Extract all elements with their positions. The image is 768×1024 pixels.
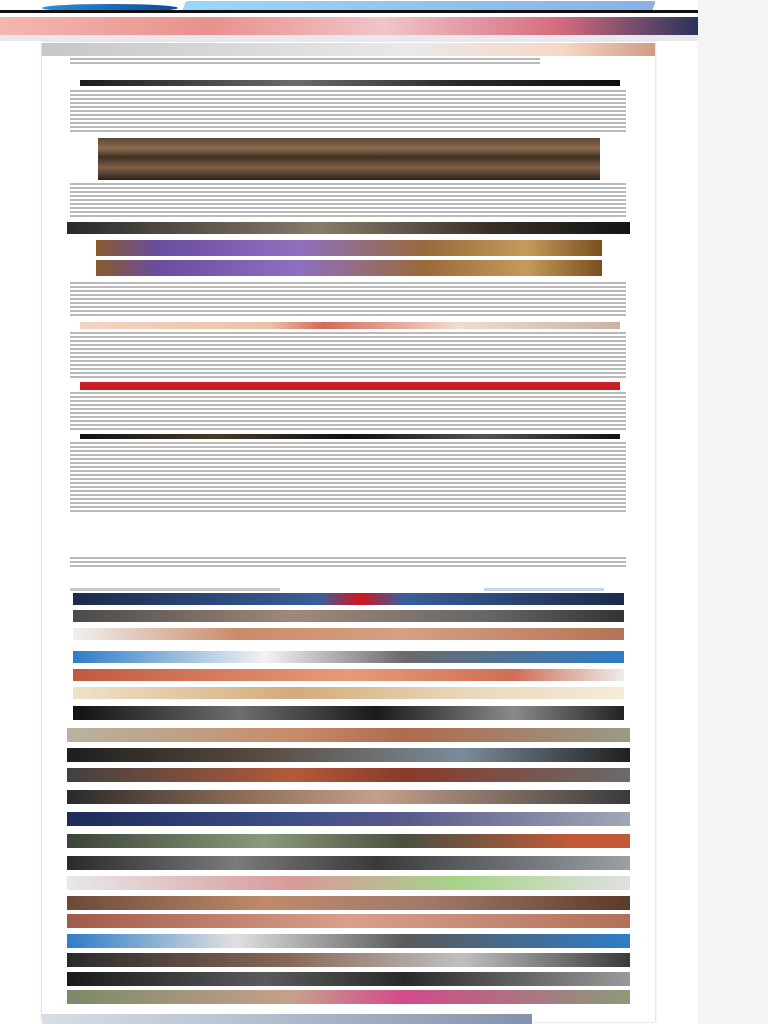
article-paragraph	[70, 392, 626, 430]
article-paragraph	[70, 442, 626, 512]
article-red-banner[interactable]	[80, 382, 620, 390]
article-image-strip[interactable]	[80, 80, 620, 86]
gallery-thumbnail[interactable]	[67, 768, 630, 782]
article-image[interactable]	[96, 260, 602, 276]
gallery-thumbnail[interactable]	[67, 728, 630, 742]
gallery-thumbnail[interactable]	[67, 934, 630, 948]
header-banner-image	[0, 17, 698, 35]
article-paragraph	[70, 282, 626, 318]
gallery-thumbnail[interactable]	[67, 748, 630, 762]
gallery-thumbnail[interactable]	[73, 628, 624, 640]
article-title	[42, 43, 655, 56]
page-margin	[698, 0, 768, 1024]
article-image-strip[interactable]	[80, 322, 620, 329]
gallery-thumbnail[interactable]	[73, 706, 624, 720]
gallery-thumbnail[interactable]	[67, 790, 630, 804]
gallery-thumbnail[interactable]	[67, 990, 630, 1004]
gallery-thumbnail[interactable]	[67, 834, 630, 848]
article-paragraph	[70, 332, 626, 378]
gallery-thumbnail[interactable]	[67, 914, 630, 928]
gallery-thumbnail[interactable]	[67, 953, 630, 967]
article-image[interactable]	[67, 222, 630, 234]
gallery-thumbnail[interactable]	[73, 669, 624, 681]
article-paragraph	[70, 58, 540, 66]
gallery-thumbnail[interactable]	[73, 593, 624, 605]
gallery-thumbnail[interactable]	[67, 876, 630, 890]
gallery-caption	[70, 588, 280, 591]
article-paragraph	[70, 183, 626, 219]
gallery-caption-link[interactable]	[484, 588, 604, 591]
header-divider	[0, 10, 698, 13]
site-header	[0, 0, 698, 17]
gallery-thumbnail[interactable]	[73, 610, 624, 622]
gallery-thumbnail[interactable]	[67, 856, 630, 870]
gallery-thumbnail[interactable]	[67, 896, 630, 910]
gallery-thumbnail[interactable]	[67, 812, 630, 826]
article-image-strip[interactable]	[80, 434, 620, 439]
gallery-thumbnail[interactable]	[67, 972, 630, 986]
article-paragraph	[70, 557, 626, 567]
article-image[interactable]	[98, 138, 600, 180]
article-paragraph	[70, 90, 626, 132]
navigation-bar	[0, 35, 698, 41]
article-image[interactable]	[96, 240, 602, 256]
gallery-thumbnail[interactable]	[73, 651, 624, 663]
gallery-thumbnail[interactable]	[73, 687, 624, 699]
footer-bar	[42, 1014, 532, 1024]
